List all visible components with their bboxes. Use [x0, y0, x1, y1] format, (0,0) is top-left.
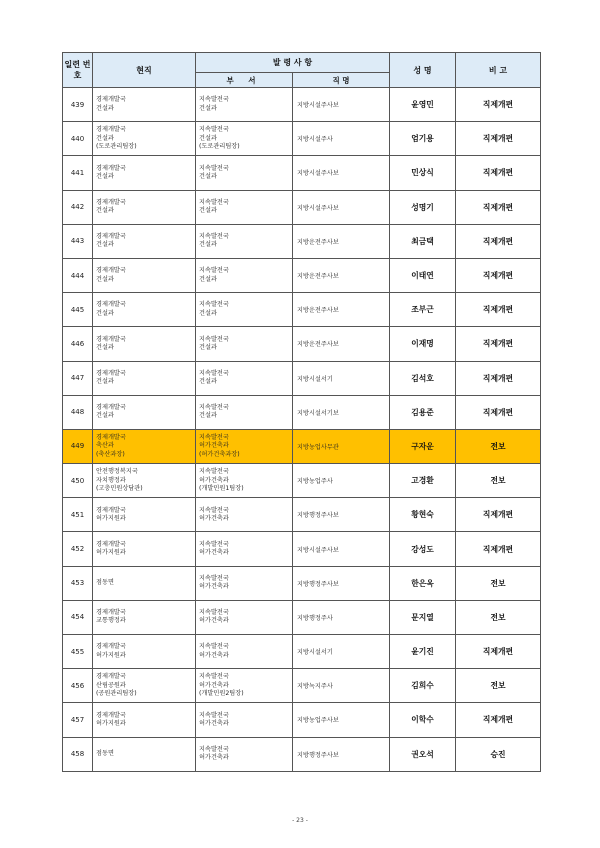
position-text: 지방시설주사보: [297, 546, 339, 554]
row-remark: 직제개편: [456, 88, 541, 122]
row-name: 한은옥: [390, 566, 456, 600]
current-post-line: 건설과: [96, 378, 114, 386]
row-position: [293, 88, 390, 122]
current-post-line: 건설과: [96, 275, 114, 283]
row-serial: 441: [63, 156, 93, 190]
row-new-dept: [196, 464, 293, 498]
row-serial: 457: [63, 703, 93, 737]
new-dept-line: 허가건축과: [199, 754, 229, 762]
row-name: 최금택: [390, 224, 456, 258]
row-new-dept: [196, 293, 293, 327]
table-row: [63, 737, 541, 771]
row-position: [293, 464, 390, 498]
position-text: 지방농업주사보: [297, 717, 339, 725]
table-row: [63, 156, 541, 190]
row-position: [293, 669, 390, 703]
row-current-post: [93, 395, 196, 429]
current-post-line: (고충민원상담관): [96, 484, 143, 492]
current-post-line: 교통행정과: [96, 617, 126, 625]
current-post-line: 자치행정과: [96, 476, 126, 484]
current-post-line: (도로관리팀장): [96, 142, 137, 150]
new-dept-line: 허가건축과: [199, 476, 229, 484]
table-row: [63, 703, 541, 737]
row-position: [293, 224, 390, 258]
row-serial: 446: [63, 327, 93, 361]
header-current: 현직: [93, 53, 196, 88]
current-post-line: 경제개발국: [96, 198, 126, 206]
new-dept-line: 지속발전국: [199, 609, 229, 617]
row-new-dept: [196, 88, 293, 122]
row-current-post: [93, 190, 196, 224]
table-row: [63, 566, 541, 600]
current-post-line: 경제개발국: [96, 96, 126, 104]
current-post-line: 경제개발국: [96, 164, 126, 172]
header-position: 직 명: [293, 73, 390, 88]
current-post-line: (축산과장): [96, 450, 125, 458]
current-post-line: 허가지원과: [96, 651, 126, 659]
position-text: 지방행정주사: [297, 614, 333, 622]
row-position: [293, 190, 390, 224]
row-remark: 직제개편: [456, 532, 541, 566]
row-remark: 전보: [456, 600, 541, 634]
new-dept-line: 지속발전국: [199, 403, 229, 411]
new-dept-line: 허가건축과: [199, 442, 229, 450]
page-number: - 23 -: [292, 817, 308, 824]
row-current-post: [93, 635, 196, 669]
position-text: 지방행정주사보: [297, 512, 339, 520]
row-remark: 직제개편: [456, 258, 541, 292]
position-text: 지방시설주사: [297, 136, 333, 144]
row-serial: 455: [63, 635, 93, 669]
row-new-dept: [196, 429, 293, 463]
row-name: 문지열: [390, 600, 456, 634]
current-post-line: 점동면: [96, 750, 114, 757]
row-name: 윤기진: [390, 635, 456, 669]
current-post-line: 허가지원과: [96, 719, 126, 727]
row-position: [293, 600, 390, 634]
row-serial: 452: [63, 532, 93, 566]
header-name: 성 명: [390, 53, 456, 88]
new-dept-line: 지속발전국: [199, 164, 229, 172]
position-text: 지방시설주사보: [297, 170, 339, 178]
current-post-line: 경제개발국: [96, 403, 126, 411]
row-remark: 전보: [456, 566, 541, 600]
current-post-line: 안전행정복지국: [96, 468, 138, 476]
new-dept-line: 건설과: [199, 207, 217, 215]
table-row: [63, 327, 541, 361]
current-post-line: 경제개발국: [96, 540, 126, 548]
row-current-post: [93, 88, 196, 122]
new-dept-line: 허가건축과: [199, 617, 229, 625]
header-serial: 일련 번호: [63, 53, 93, 88]
row-position: [293, 361, 390, 395]
position-text: 지방운전주사보: [297, 273, 339, 281]
current-post-line: 허가지원과: [96, 514, 126, 522]
position-text: 지방농업주사: [297, 478, 333, 486]
row-position: [293, 156, 390, 190]
row-position: [293, 532, 390, 566]
position-text: 지방시설주사보: [297, 204, 339, 212]
header-issuance: 발 령 사 항: [196, 53, 390, 73]
row-name: 황현숙: [390, 498, 456, 532]
new-dept-line: 지속발전국: [199, 745, 229, 753]
row-name: 김희수: [390, 669, 456, 703]
row-current-post: [93, 224, 196, 258]
row-serial: 439: [63, 88, 93, 122]
new-dept-line: (개발민원2팀장): [199, 689, 244, 697]
row-position: [293, 429, 390, 463]
row-name: 김용준: [390, 395, 456, 429]
new-dept-line: 건설과: [199, 104, 217, 112]
row-serial: 456: [63, 669, 93, 703]
new-dept-line: 건설과: [199, 241, 217, 249]
row-current-post: [93, 532, 196, 566]
position-text: 지방시설주사보: [297, 102, 339, 110]
row-serial: 440: [63, 122, 93, 156]
row-current-post: [93, 669, 196, 703]
new-dept-line: 지속발전국: [199, 673, 229, 681]
new-dept-line: 지속발전국: [199, 335, 229, 343]
row-remark: 직제개편: [456, 156, 541, 190]
position-text: 지방농업사무관: [297, 443, 339, 451]
row-remark: 직제개편: [456, 224, 541, 258]
row-new-dept: [196, 224, 293, 258]
row-name: 이재명: [390, 327, 456, 361]
row-current-post: [93, 566, 196, 600]
row-serial: 442: [63, 190, 93, 224]
row-new-dept: [196, 258, 293, 292]
row-name: 구자운: [390, 429, 456, 463]
current-post-line: 점동면: [96, 579, 114, 587]
row-name: 고경환: [390, 464, 456, 498]
current-post-line: 건설과: [96, 207, 114, 215]
row-current-post: [93, 258, 196, 292]
current-post-line: 경제개발국: [96, 506, 126, 514]
table-row: [63, 532, 541, 566]
table-row: [63, 600, 541, 634]
current-post-line: 건설과: [96, 104, 114, 112]
row-remark: 직제개편: [456, 703, 541, 737]
current-post-line: 건설과: [96, 241, 114, 249]
new-dept-line: 건설과: [199, 309, 217, 317]
new-dept-line: 허가건축과: [199, 583, 229, 591]
row-remark: 직제개편: [456, 635, 541, 669]
row-serial: 451: [63, 498, 93, 532]
table-row: [63, 224, 541, 258]
new-dept-line: 지속발전국: [199, 468, 229, 476]
new-dept-line: 허가건축과: [199, 549, 229, 557]
row-position: [293, 258, 390, 292]
new-dept-line: 허가건축과: [199, 719, 229, 727]
current-post-line: 건설과: [96, 412, 114, 420]
row-serial: 454: [63, 600, 93, 634]
position-text: 지방운전주사보: [297, 341, 339, 349]
new-dept-line: 건설과: [199, 172, 217, 180]
row-new-dept: [196, 190, 293, 224]
new-dept-line: (개발민원1팀장): [199, 484, 244, 492]
row-serial: 453: [63, 566, 93, 600]
row-current-post: [93, 361, 196, 395]
row-new-dept: [196, 635, 293, 669]
personnel-table-sheet: [62, 52, 540, 772]
row-position: [293, 737, 390, 771]
table-body: [63, 88, 541, 772]
new-dept-line: 허가건축과: [199, 681, 229, 689]
row-serial: 447: [63, 361, 93, 395]
personnel-table: [62, 52, 541, 772]
row-new-dept: [196, 156, 293, 190]
new-dept-line: 건설과: [199, 275, 217, 283]
new-dept-line: 지속발전국: [199, 643, 229, 651]
new-dept-line: 건설과: [199, 412, 217, 420]
table-row: [63, 669, 541, 703]
row-name: 민상식: [390, 156, 456, 190]
row-new-dept: [196, 566, 293, 600]
row-new-dept: [196, 737, 293, 771]
row-current-post: [93, 156, 196, 190]
position-text: 지방시설서기: [297, 375, 333, 383]
row-new-dept: [196, 600, 293, 634]
table-row: [63, 498, 541, 532]
position-text: 지방녹지주사: [297, 683, 333, 691]
row-remark: 직제개편: [456, 498, 541, 532]
row-remark: 직제개편: [456, 190, 541, 224]
table-row: [63, 429, 541, 463]
new-dept-line: 지속발전국: [199, 369, 229, 377]
new-dept-line: 지속발전국: [199, 711, 229, 719]
new-dept-line: 지속발전국: [199, 301, 229, 309]
table-row: [63, 395, 541, 429]
position-text: 지방운전주사보: [297, 238, 339, 246]
current-post-line: 경제개발국: [96, 673, 126, 681]
new-dept-line: 지속발전국: [199, 233, 229, 241]
new-dept-line: 건설과: [199, 134, 217, 142]
row-serial: 458: [63, 737, 93, 771]
new-dept-line: 지속발전국: [199, 574, 229, 582]
current-post-line: 경제개발국: [96, 643, 126, 651]
table-row: [63, 635, 541, 669]
table-row: [63, 88, 541, 122]
row-current-post: [93, 327, 196, 361]
row-current-post: [93, 737, 196, 771]
position-text: 지방시설서기: [297, 649, 333, 657]
new-dept-line: 지속발전국: [199, 434, 229, 442]
row-serial: 448: [63, 395, 93, 429]
current-post-line: 건설과: [96, 343, 114, 351]
current-post-line: 경제개발국: [96, 335, 126, 343]
new-dept-line: 허가건축과: [199, 651, 229, 659]
current-post-line: 경제개발국: [96, 369, 126, 377]
new-dept-line: (도로관리팀장): [199, 142, 240, 150]
new-dept-line: 지속발전국: [199, 96, 229, 104]
row-remark: 전보: [456, 429, 541, 463]
row-name: 김석호: [390, 361, 456, 395]
current-post-line: 경제개발국: [96, 126, 126, 134]
row-position: [293, 566, 390, 600]
row-remark: 직제개편: [456, 293, 541, 327]
current-post-line: 건설과: [96, 309, 114, 317]
row-position: [293, 122, 390, 156]
row-new-dept: [196, 395, 293, 429]
row-position: [293, 635, 390, 669]
row-name: 이학수: [390, 703, 456, 737]
new-dept-line: 건설과: [199, 378, 217, 386]
new-dept-line: (허가건축과장): [199, 450, 240, 458]
new-dept-line: 지속발전국: [199, 540, 229, 548]
table-row: [63, 190, 541, 224]
row-new-dept: [196, 532, 293, 566]
row-serial: 450: [63, 464, 93, 498]
row-position: [293, 293, 390, 327]
row-serial: 444: [63, 258, 93, 292]
row-new-dept: [196, 327, 293, 361]
current-post-line: (공원관리팀장): [96, 689, 137, 697]
row-remark: 승진: [456, 737, 541, 771]
row-current-post: [93, 429, 196, 463]
current-post-line: 경제개발국: [96, 711, 126, 719]
header-remark: 비 고: [456, 53, 541, 88]
table-row: [63, 293, 541, 327]
position-text: 지방행정주사보: [297, 580, 339, 588]
row-position: [293, 327, 390, 361]
row-name: 강성도: [390, 532, 456, 566]
row-new-dept: [196, 122, 293, 156]
position-text: 지방행정주사보: [297, 751, 339, 759]
row-name: 성명기: [390, 190, 456, 224]
row-serial: 445: [63, 293, 93, 327]
row-remark: 직제개편: [456, 395, 541, 429]
current-post-line: 경제개발국: [96, 434, 126, 442]
row-name: 권오석: [390, 737, 456, 771]
row-current-post: [93, 464, 196, 498]
row-remark: 전보: [456, 669, 541, 703]
new-dept-line: 지속발전국: [199, 506, 229, 514]
row-remark: 직제개편: [456, 361, 541, 395]
table-row: [63, 464, 541, 498]
row-remark: 직제개편: [456, 327, 541, 361]
row-remark: 전보: [456, 464, 541, 498]
current-post-line: 허가지원과: [96, 549, 126, 557]
position-text: 지방시설서기보: [297, 409, 339, 417]
row-name: 윤영민: [390, 88, 456, 122]
row-current-post: [93, 600, 196, 634]
row-new-dept: [196, 669, 293, 703]
current-post-line: 축산과: [96, 442, 114, 450]
current-post-line: 경제개발국: [96, 301, 126, 309]
row-name: 조부근: [390, 293, 456, 327]
new-dept-line: 지속발전국: [199, 126, 229, 134]
row-serial: 443: [63, 224, 93, 258]
current-post-line: 경제개발국: [96, 609, 126, 617]
table-row: [63, 258, 541, 292]
new-dept-line: 지속발전국: [199, 198, 229, 206]
row-position: [293, 395, 390, 429]
row-name: 이태연: [390, 258, 456, 292]
position-text: 지방운전주사보: [297, 307, 339, 315]
row-serial: 449: [63, 429, 93, 463]
table-row: [63, 361, 541, 395]
row-new-dept: [196, 361, 293, 395]
current-post-line: 건설과: [96, 134, 114, 142]
current-post-line: 건설과: [96, 172, 114, 180]
current-post-line: 산림공원과: [96, 681, 126, 689]
header-dept: 부 서: [196, 73, 293, 88]
table-row: [63, 122, 541, 156]
new-dept-line: 허가건축과: [199, 514, 229, 522]
new-dept-line: 지속발전국: [199, 267, 229, 275]
row-current-post: [93, 293, 196, 327]
row-current-post: [93, 498, 196, 532]
row-remark: 직제개편: [456, 122, 541, 156]
row-current-post: [93, 703, 196, 737]
row-new-dept: [196, 703, 293, 737]
current-post-line: 경제개발국: [96, 267, 126, 275]
new-dept-line: 건설과: [199, 343, 217, 351]
row-name: 엄기용: [390, 122, 456, 156]
row-current-post: [93, 122, 196, 156]
row-position: [293, 703, 390, 737]
row-position: [293, 498, 390, 532]
current-post-line: 경제개발국: [96, 233, 126, 241]
row-new-dept: [196, 498, 293, 532]
